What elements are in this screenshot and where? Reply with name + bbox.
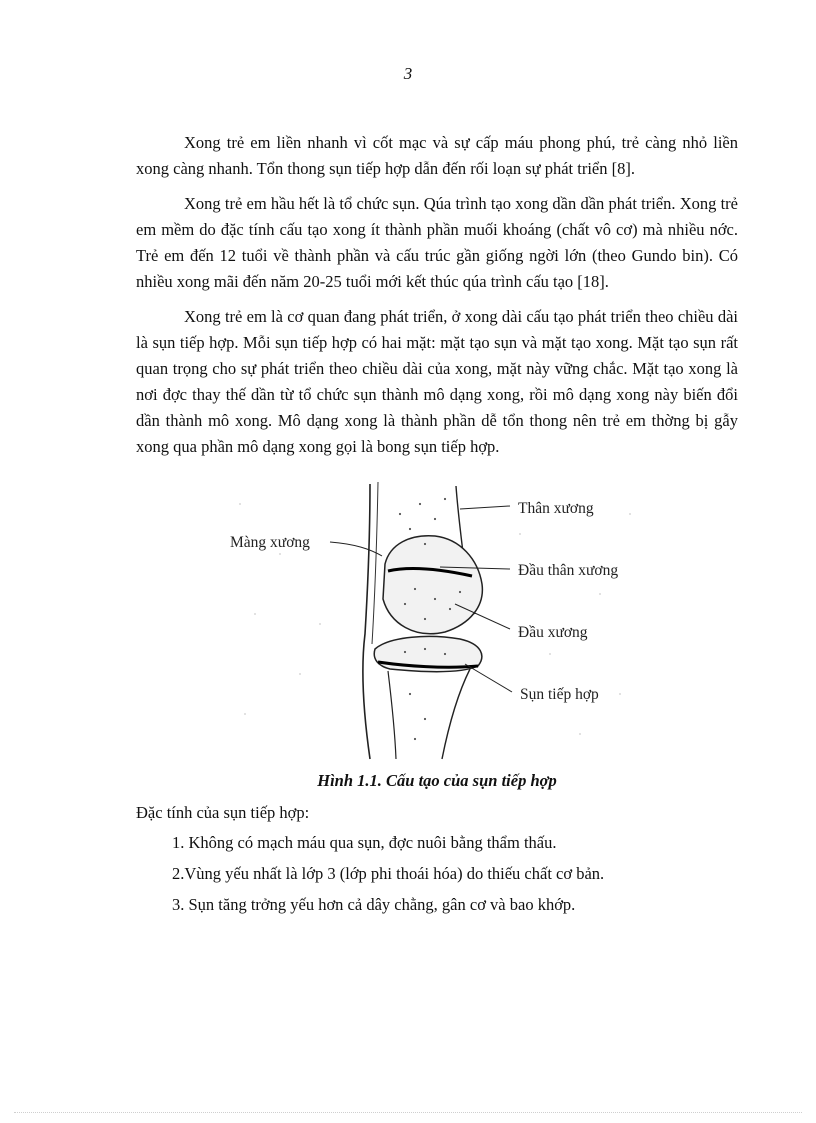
list-item: 1. Không có mạch máu qua sụn, đợc nuôi bằng thẩm thấu.	[172, 833, 557, 852]
label-sun-tiep-hop: Sụn tiếp hợp	[520, 686, 599, 703]
page-number: 3	[403, 64, 413, 83]
label-than-xuong: Thân xương	[518, 500, 594, 517]
page-bottom-border	[14, 1112, 802, 1113]
properties-title: Đặc tính của sụn tiếp hợp:	[136, 803, 310, 822]
paragraph-3: Xong trẻ em là cơ quan đang phát triển, ở xong dài cấu tạo phát triển theo chiều dài là sụn tiếp hợp. Mỗi sụn tiếp hợp có hai mặt: mặt tạo sụn và mặt tạo xong. Mặt tạo sụn rất quan trọng cho sự phát triển theo chiều dài của xong, mặt này vững chắc. Mặt tạo xong là nơi đợc thay thế dần từ tổ chức sụn thành mô dạng xong, rồi mô dạng xong này biến đổi dần thành mô xong. Mô dạng xong là thành phần dễ tổn thong nên trẻ em thờng bị gẫy xong qua phần mô dạng xong gọi là bong sụn tiếp hợp.	[136, 307, 738, 456]
label-dau-xuong: Đầu xương	[518, 624, 588, 641]
label-mang-xuong: Màng xương	[230, 534, 310, 551]
shaft-left-outline	[363, 484, 370, 759]
paragraph-2: Xong trẻ em hầu hết là tổ chức sụn. Qúa trình tạo xong dần dần phát triển. Xong trẻ em mềm do đặc tính cấu tạo xong ít thành phần muối khoáng (chất vô cơ) mà nhiều nớc. Trẻ em đến 12 tuổi về thành phần và cấu trúc gần giống ngời lớn (theo Gundo bin). Có nhiều xong mãi đến năm 20-25 tuổi mới kết thúc qúa trình cấu tạo [18].	[136, 194, 738, 291]
leader-than-xuong	[460, 506, 510, 509]
leader-mang-xuong	[330, 542, 382, 556]
list-item: 2.Vùng yếu nhất là lớp 3 (lớp phi thoái hóa) do thiếu chất cơ bản.	[172, 864, 605, 883]
periosteum-inner-line	[372, 482, 378, 644]
lower-shaft-right-outline	[442, 669, 470, 759]
figure-caption: Hình 1.1. Cấu tạo của sụn tiếp hợp	[317, 771, 557, 790]
label-dau-than-xuong: Đầu thân xương	[518, 562, 619, 579]
growth-plate-figure	[220, 474, 660, 762]
growth-plate-illustration	[220, 474, 660, 762]
leader-sun-tiep-hop	[465, 664, 512, 692]
lower-shaft-line	[388, 671, 396, 759]
properties-list	[136, 830, 738, 918]
bone-head-outline	[383, 536, 482, 634]
list-item: 3. Sụn tăng trởng yếu hơn cả dây chằng, gân cơ và bao khớp.	[172, 895, 576, 914]
paragraph-1: Xong trẻ em liền nhanh vì cốt mạc và sự cấp máu phong phú, trẻ càng nhỏ liền xong càng nhanh. Tổn thong sụn tiếp hợp dẫn đến rối loạn sự phát triển [8].	[136, 133, 738, 178]
page-content	[136, 130, 738, 923]
